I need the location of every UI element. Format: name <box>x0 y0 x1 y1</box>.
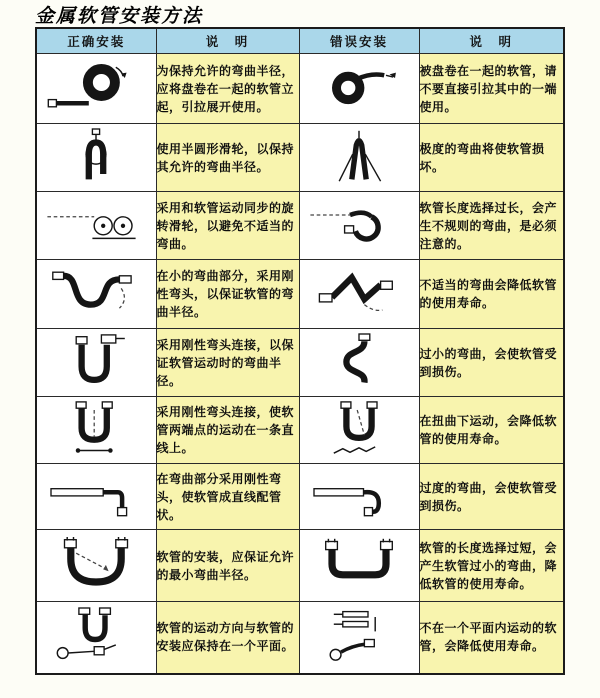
correct-note-text: 软管的安装，应保证允许的最小弯曲半径。 <box>156 549 295 582</box>
correct-image-cell <box>36 329 156 397</box>
correct-note-cell <box>156 397 299 464</box>
wrong-image-cell <box>299 397 419 464</box>
too-short-hose-flat-u-image <box>305 535 413 593</box>
table-row <box>36 464 564 530</box>
correct-note-cell <box>156 124 299 192</box>
u-loop-moving-under-twist-image <box>305 399 413 457</box>
wrong-note-cell <box>419 124 564 192</box>
wrong-image-cell <box>299 602 419 674</box>
wrong-note-text: 不在一个平面内运动的软管，会降低使用寿命。 <box>419 621 558 654</box>
correct-note-cell <box>156 602 299 674</box>
rigid-elbow-connection-u-loop-image <box>42 332 150 390</box>
wrong-note-text: 过小的弯曲，会使软管受到损伤。 <box>419 346 558 379</box>
minimum-bend-radius-u-image <box>42 535 150 593</box>
correct-image-cell <box>36 602 156 674</box>
wrong-image-cell <box>299 192 419 260</box>
correct-note-cell <box>156 464 299 530</box>
table-row <box>36 54 564 124</box>
hose-extreme-hairpin-bend-image <box>305 127 413 185</box>
correct-image-cell <box>36 464 156 530</box>
overlong-hose-irregular-loop-image <box>305 195 413 253</box>
wrong-note-cell <box>419 329 564 397</box>
coiled-hose-pulled-from-end-image <box>305 58 413 116</box>
header-explanation-1: 说 明 <box>156 28 299 54</box>
wrong-note-cell <box>419 602 564 674</box>
wrong-image-cell <box>299 329 419 397</box>
rigid-elbow-at-small-bend-image <box>42 263 150 321</box>
wrong-image-cell <box>299 260 419 329</box>
wrong-note-cell <box>419 464 564 530</box>
table-row <box>36 260 564 329</box>
correct-note-cell <box>156 192 299 260</box>
movement-out-of-plane-parts-image <box>305 606 413 664</box>
correct-note-text: 采用和软管运动同步的旋转滑轮，以避免不适当的弯曲。 <box>156 200 295 251</box>
correct-note-text: 使用半圆形滑轮，以保持其允许的弯曲半径。 <box>156 141 295 174</box>
table-row <box>36 329 564 397</box>
table-row <box>36 602 564 674</box>
header-row <box>36 28 564 54</box>
movement-in-same-plane-trap-image <box>42 606 150 664</box>
improper-sharp-zigzag-bend-image <box>305 263 413 321</box>
correct-note-cell <box>156 530 299 602</box>
installation-methods-table <box>35 27 565 675</box>
correct-note-text: 在弯曲部分采用刚性弯头，使软管成直线配管状。 <box>156 471 282 522</box>
correct-image-cell <box>36 54 156 124</box>
correct-note-text: 为保持允许的弯曲半径，应将盘卷在一起的软管立起，引拉展开使用。 <box>156 63 295 114</box>
correct-image-cell <box>36 260 156 329</box>
correct-note-cell <box>156 260 299 329</box>
correct-note-text: 采用刚性弯头连接，以保证软管运动时的弯曲半径。 <box>156 337 295 388</box>
correct-image-cell <box>36 192 156 260</box>
wrong-image-cell <box>299 530 419 602</box>
header-correct-install: 正确安装 <box>36 28 156 54</box>
synchronized-rotating-pulleys-image <box>42 195 150 253</box>
correct-note-text: 采用刚性弯头连接，使软管两端点的运动在一条直线上。 <box>156 405 295 455</box>
wrong-note-cell <box>419 54 564 124</box>
wrong-note-text: 不适当的弯曲会降低软管的使用寿命。 <box>419 278 558 310</box>
wrong-note-cell <box>419 530 564 602</box>
correct-image-cell <box>36 530 156 602</box>
table-row <box>36 530 564 602</box>
page-title: 金属软管安装方法 <box>35 5 204 27</box>
hose-over-semicircular-pulley-image <box>42 127 150 185</box>
wrong-image-cell <box>299 124 419 192</box>
u-loop-ends-moving-in-line-image <box>42 399 150 457</box>
excessive-end-bend-image <box>305 466 413 524</box>
wrong-note-cell <box>419 192 564 260</box>
correct-image-cell <box>36 124 156 192</box>
wrong-note-text: 在扭曲下运动，会降低软管的使用寿命。 <box>419 414 558 446</box>
wrong-note-cell <box>419 260 564 329</box>
table-row <box>36 192 564 260</box>
wrong-image-cell <box>299 54 419 124</box>
wrong-note-text: 过度的弯曲，会使软管受到损伤。 <box>419 480 558 513</box>
correct-note-text: 软管的运动方向与软管的安装应保持在一个平面。 <box>156 621 295 654</box>
wrong-note-text: 软管长度选择过长，会产生不规则的弯曲，是必须注意的。 <box>419 200 558 251</box>
correct-image-cell <box>36 397 156 464</box>
correct-note-cell <box>156 54 299 124</box>
wrong-note-text: 极度的弯曲将使软管损坏。 <box>419 141 545 174</box>
wrong-note-cell <box>419 397 564 464</box>
too-small-bend-s-curl-image <box>305 332 413 390</box>
table-row <box>36 397 564 464</box>
header-explanation-2: 说 明 <box>419 28 564 54</box>
correct-note-text: 在小的弯曲部分，采用刚性弯头，以保证软管的弯曲半径。 <box>156 269 295 319</box>
wrong-image-cell <box>299 464 419 530</box>
wrong-note-text: 被盘卷在一起的软管，请不要直接引拉其中的一端使用。 <box>419 63 558 114</box>
wrong-note-text: 软管的长度选择过短，会产生软管过小的弯曲，降低软管的使用寿命。 <box>419 540 558 591</box>
table-row <box>36 124 564 192</box>
coiled-hose-stood-up-image <box>42 58 150 116</box>
correct-note-cell <box>156 329 299 397</box>
header-wrong-install: 错误安装 <box>299 28 419 54</box>
straight-piping-with-rigid-elbow-image <box>42 466 150 524</box>
